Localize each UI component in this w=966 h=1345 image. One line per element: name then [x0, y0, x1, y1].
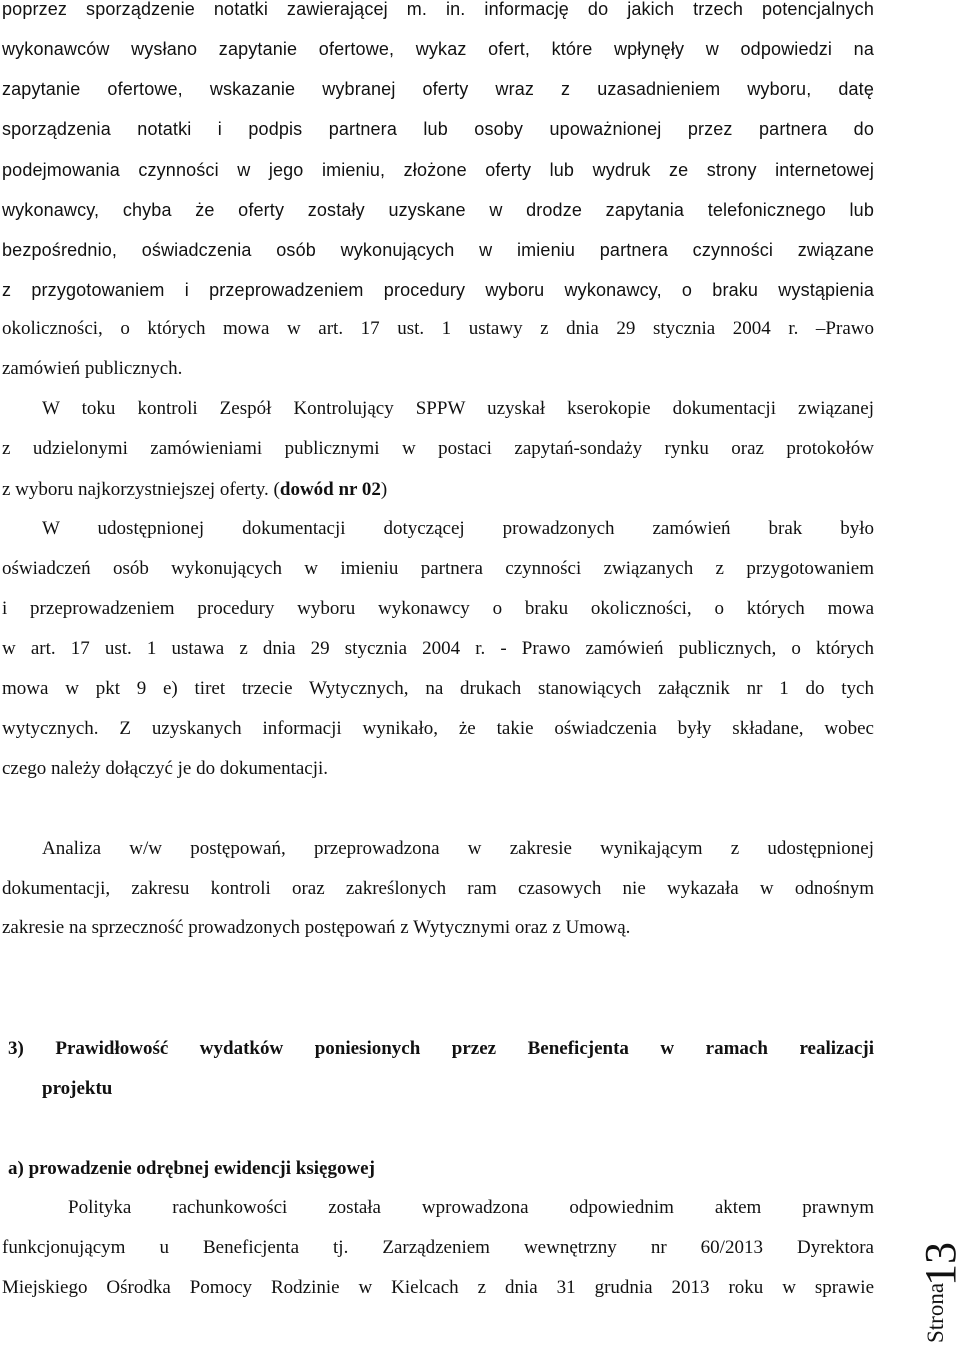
page-number: 13: [916, 1242, 965, 1286]
body-text: ): [380, 479, 388, 500]
body-text-line: wytycznych. Z uzyskanych informacji wynikało, że takie oświadczenia były składane, wobec: [2, 718, 874, 739]
body-text-line: Miejskiego Ośrodka Pomocy Rodzinie w Kielcach z dnia 31 grudnia 2013 roku w sprawie: [2, 1277, 874, 1298]
body-text-line: i przeprowadzeniem procedury wyboru wykonawcy o braku okoliczności, o których mowa: [2, 598, 874, 619]
body-text-line: sporządzenia notatki i podpis partnera lub osoby upoważnionej przez partnera do: [2, 119, 874, 139]
body-text-line: [2, 478, 874, 502]
body-text-line: W udostępnionej dokumentacji dotyczącej prowadzonych zamówień brak było: [42, 518, 874, 539]
body-text-line: Polityka rachunkowości została wprowadzona odpowiednim aktem prawnym: [68, 1197, 874, 1218]
body-text-line: okoliczności, o których mowa w art. 17 ust. 1 ustawy z dnia 29 stycznia 2004 r. –Prawo: [2, 318, 874, 339]
body-text-line: w art. 17 ust. 1 ustawa z dnia 29 stycznia 2004 r. - Prawo zamówień publicznych, o których: [2, 638, 874, 659]
body-text-line: z przygotowaniem i przeprowadzeniem procedury wyboru wykonawcy, o braku wystąpienia: [2, 280, 874, 300]
body-text-line: zakresie na sprzeczność prowadzonych postępowań z Wytycznymi oraz z Umową.: [2, 917, 631, 938]
body-text-line: wykonawcy, chyba że oferty zostały uzyskane w drodze zapytania telefonicznego lub: [2, 200, 874, 220]
evidence-reference: dowód nr 02: [279, 479, 381, 500]
body-text-line: Analiza w/w postępowań, przeprowadzona w zakresie wynikającym z udostępnionej: [42, 838, 874, 859]
section-heading-continuation: projektu: [42, 1078, 113, 1099]
body-text-line: zamówień publicznych.: [2, 358, 183, 379]
body-text-line: mowa w pkt 9 e) tiret trzecie Wytycznych, na drukach stanowiących załącznik nr 1 do tych: [2, 678, 874, 699]
body-text: z wyboru najkorzystniejszej oferty. (: [2, 479, 280, 500]
body-text-line: W toku kontroli Zespół Kontrolujący SPPW uzyskał kserokopie dokumentacji związanej: [42, 398, 874, 419]
body-text-line: dokumentacji, zakresu kontroli oraz zakreślonych ram czasowych nie wykazała w odnośnym: [2, 878, 874, 899]
body-text-line: z udzielonymi zamówieniami publicznymi w postaci zapytań-sondaży rynku oraz protokołów: [2, 438, 874, 459]
body-text-line: poprzez sporządzenie notatki zawierającej m. in. informację do jakich trzech potencjalnych: [2, 0, 874, 19]
subsection-heading: a) prowadzenie odrębnej ewidencji księgowej: [8, 1158, 375, 1179]
page-label: Strona: [923, 1282, 948, 1343]
body-text-line: bezpośrednio, oświadczenia osób wykonujących w imieniu partnera czynności związane: [2, 240, 874, 260]
section-heading: 3) Prawidłowość wydatków poniesionych przez Beneficjenta w ramach realizacji: [8, 1038, 874, 1059]
body-text-line: czego należy dołączyć je do dokumentacji.: [2, 758, 329, 779]
body-text-line: podejmowania czynności w jego imieniu, złożone oferty lub wydruk ze strony internetowej: [2, 160, 874, 180]
body-text-line: wykonawców wysłano zapytanie ofertowe, wykaz ofert, które wpłynęły w odpowiedzi na: [2, 39, 874, 59]
body-text-line: oświadczeń osób wykonujących w imieniu partnera czynności związanych z przygotowaniem: [2, 558, 874, 579]
body-text-line: zapytanie ofertowe, wskazanie wybranej oferty wraz z uzasadnieniem wyboru, datę: [2, 79, 874, 99]
body-text-line: funkcjonującym u Beneficjenta tj. Zarządzeniem wewnętrzny nr 60/2013 Dyrektora: [2, 1237, 874, 1258]
